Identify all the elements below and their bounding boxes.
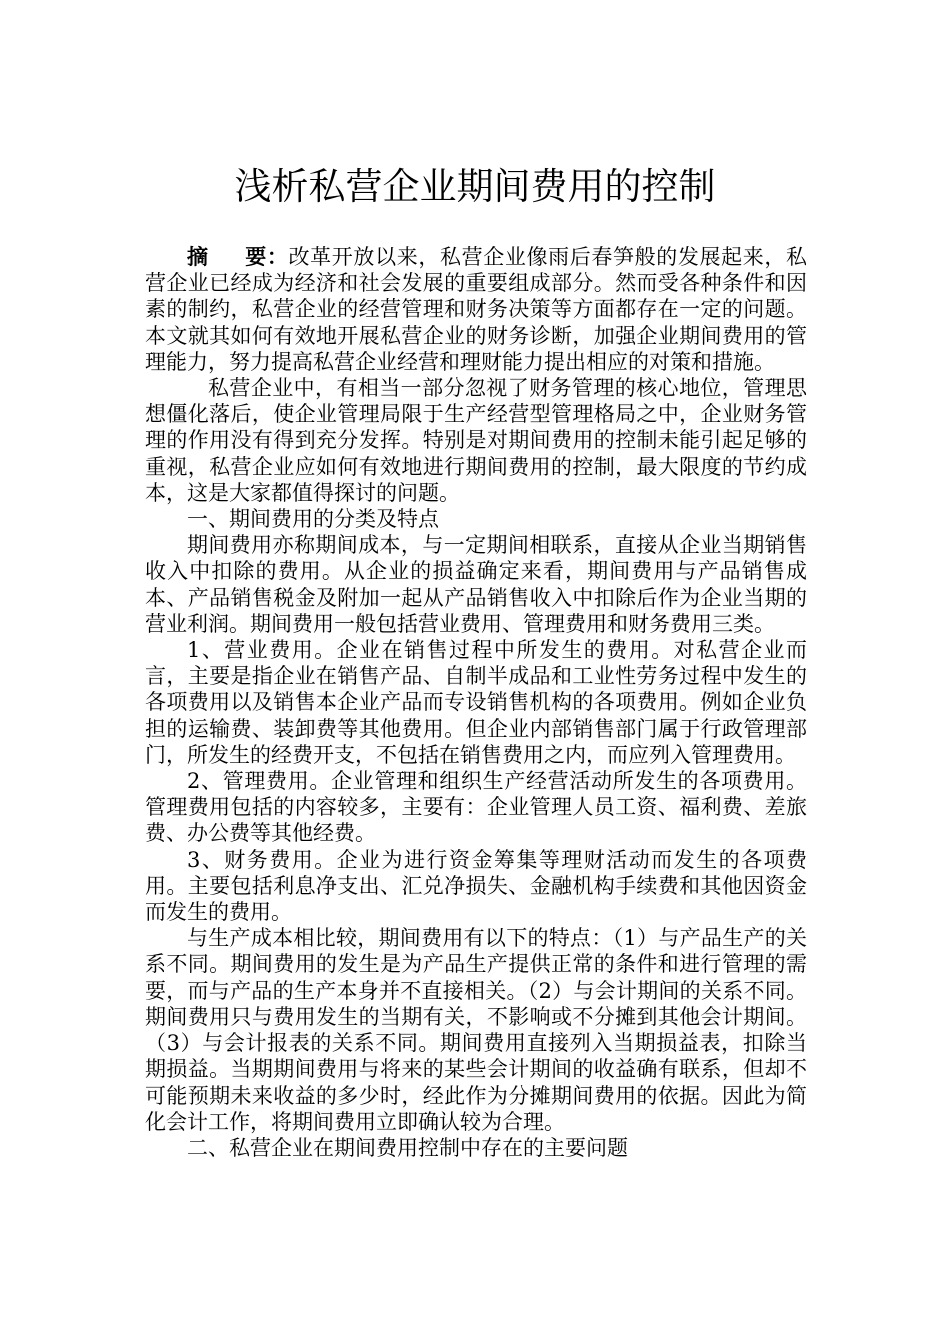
abstract-label-char-2: 要 bbox=[244, 244, 267, 269]
section-heading-2: 二、私营企业在期间费用控制中存在的主要问题 bbox=[187, 1135, 628, 1160]
body-paragraph: 3、财务费用。企业为进行资金筹集等理财活动而发生的各项费用。主要包括利息净支出、汇兑净损失、金融机构手续费和其他因资金而发生的费用。 bbox=[145, 847, 807, 925]
document-body bbox=[145, 244, 807, 1161]
abstract-label-char-1: 摘 bbox=[187, 244, 209, 269]
abstract-label-colon: ： bbox=[266, 244, 289, 269]
section-heading-1: 一、期间费用的分类及特点 bbox=[187, 507, 439, 532]
abstract-paragraph bbox=[145, 244, 807, 375]
abstract-text: 改革开放以来，私营企业像雨后春笋般的发展起来，私营企业已经成为经济和社会发展的重要组成部分。然而受各种条件和因素的制约，私营企业的经营管理和财务决策等方面都存在一定的问题。本文就其如何有效地开展私营企业的财务诊断，加强企业期间费用的管理能力，努力提高私营企业经营和理财能力提出相应的对策和措施。 bbox=[145, 245, 808, 374]
abstract-label bbox=[187, 244, 289, 269]
body-paragraph: 期间费用亦称期间成本，与一定期间相联系，直接从企业当期销售收入中扣除的费用。从企业的损益确定来看，期间费用与产品销售成本、产品销售税金及附加一起从产品销售收入中扣除后作为企业当期的营业利润。期间费用一般包括营业费用、管理费用和财务费用三类。 bbox=[145, 533, 807, 636]
body-paragraph: 1、营业费用。企业在销售过程中所发生的费用。对私营企业而言，主要是指企业在销售产品、自制半成品和工业性劳务过程中发生的各项费用以及销售本企业产品而专设销售机构的各项费用。例如企业负担的运输费、装卸费等其他费用。但企业内部销售部门属于行政管理部门，所发生的经费开支，不包括在销售费用之内，而应列入管理费用。 bbox=[145, 638, 807, 767]
body-paragraph: 与生产成本相比较，期间费用有以下的特点：（1）与产品生产的关系不同。期间费用的发生是为产品生产提供正常的条件和进行管理的需要，而与产品的生产本身并不直接相关。（2）与会计期间的关系不同。期间费用只与费用发生的当期有关，不影响或不分摊到其他会计期间。（3）与会计报表的关系不同。期间费用直接列入当期损益表，扣除当期损益。当期期间费用与将来的某些会计期间的收益确有联系，但却不可能预期未来收益的多少时，经此作为分摊期间费用的依据。因此为简化会计工作，将期间费用立即确认较为合理。 bbox=[145, 926, 807, 1134]
intro-paragraph: 私营企业中，有相当一部分忽视了财务管理的核心地位，管理思想僵化落后，使企业管理局限于生产经营型管理格局之中，企业财务管理的作用没有得到充分发挥。特别是对期间费用的控制未能引起足够的重视，私营企业应如何有效地进行期间费用的控制，最大限度的节约成本，这是大家都值得探讨的问题。 bbox=[145, 376, 807, 505]
body-paragraph: 2、管理费用。企业管理和组织生产经营活动所发生的各项费用。管理费用包括的内容较多，主要有：企业管理人员工资、福利费、差旅费、办公费等其他经费。 bbox=[145, 769, 807, 846]
document-title: 浅析私营企业期间费用的控制 bbox=[234, 165, 716, 208]
